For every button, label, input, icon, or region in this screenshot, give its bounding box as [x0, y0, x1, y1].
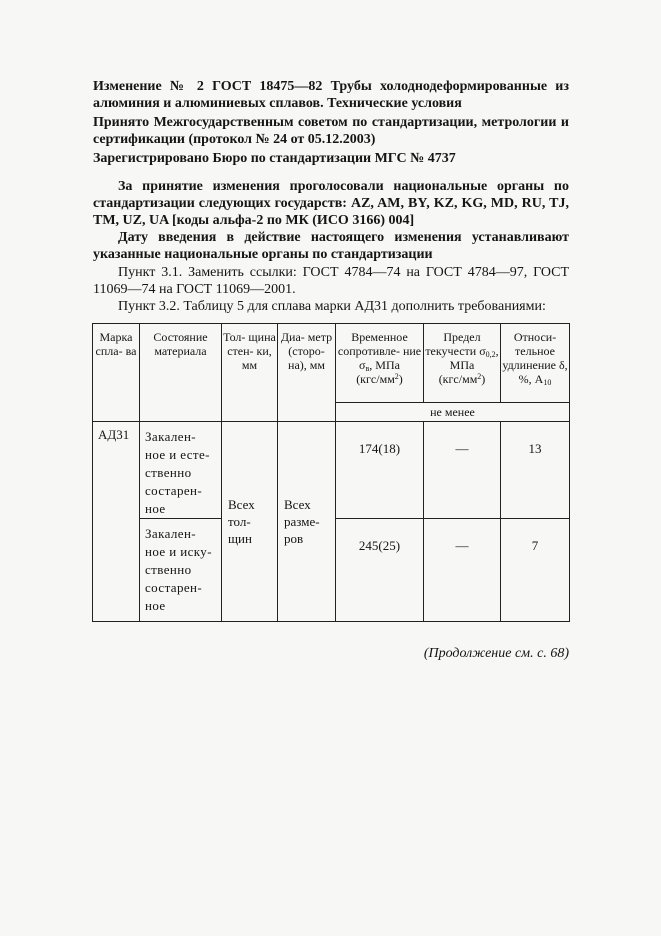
grade-cell: АД31: [93, 422, 140, 622]
col-header-elongation: Относи- тельное удлинение δ, %, $A_{10}$: [501, 324, 570, 403]
voted-statement: За принятие изменения проголосовали национальные органы по стандартизации следующих государств: AZ, AM, BY, KZ, KG, MD, RU, TJ, TM, UZ, UA [коды альфа-2 по МК (ИСО 3166) 004]: [93, 179, 569, 228]
table-row: [93, 422, 570, 519]
state-cell: Закален- ное и есте- ственно состарен- ное: [140, 422, 222, 519]
change-title: Изменение № 2 ГОСТ 18475—82 Трубы холоднодеформированные из алюминия и алюминиевых сплавов. Технические условия: [93, 79, 569, 111]
yield-cell: —: [424, 519, 501, 622]
yield-cell: —: [424, 422, 501, 519]
item-3-1: Пункт 3.1. Заменить ссылки: ГОСТ 4784—74 на ГОСТ 4784—97, ГОСТ 11069—74 на ГОСТ 11069—2001.: [93, 265, 569, 297]
item-3-2: Пункт 3.2. Таблицу 5 для сплава марки АД31 дополнить требованиями:: [118, 299, 546, 314]
col-header-yield: Предел текучести $\sigma_{0,2}$, МПа $(кгс/мм^2)$: [424, 324, 501, 403]
date-statement: Дату введения в действие настоящего изменения устанавливают указанные национальные органы по стандартизации: [93, 230, 569, 262]
requirements-table: [92, 323, 570, 622]
col-header-tensile: Временное сопротивле- ние $\sigma_в$, МПа $(кгс/мм^2)$: [336, 324, 424, 403]
not-less-label: не менее: [336, 403, 570, 422]
elongation-cell: 13: [501, 422, 570, 519]
col-header-grade: Марка спла- ва: [93, 324, 140, 422]
diameter-cell: Всех разме- ров: [278, 422, 336, 622]
col-header-state: Состояние материала: [140, 324, 222, 422]
continuation-note: (Продолжение см. с. 68): [423, 646, 569, 661]
col-header-diameter: Диа- метр (сторо- на), мм: [278, 324, 336, 422]
adopted-statement: Принято Межгосударственным советом по стандартизации, метрологии и сертификации (протокол № 24 от 05.12.2003): [93, 115, 569, 147]
table-header-row: [93, 324, 570, 403]
tensile-cell: 174(18): [336, 422, 424, 519]
state-cell: Закален- ное и иску- ственно состарен- ное: [140, 519, 222, 622]
registered-statement: Зарегистрировано Бюро по стандартизации МГС № 4737: [93, 151, 456, 166]
tensile-cell: 245(25): [336, 519, 424, 622]
elongation-cell: 7: [501, 519, 570, 622]
col-header-thickness: Тол- щина стен- ки, мм: [222, 324, 278, 422]
thickness-cell: Всех тол- щин: [222, 422, 278, 622]
